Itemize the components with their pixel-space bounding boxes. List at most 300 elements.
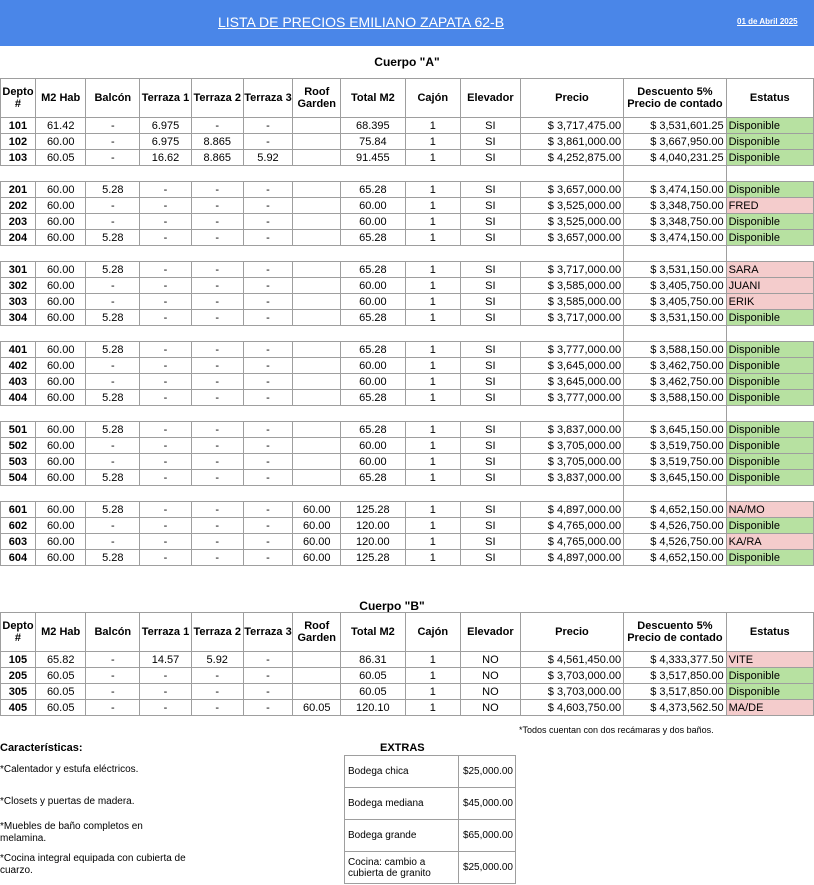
column-header-roof-garden: Roof Garden <box>293 79 341 118</box>
cell-cajon: 1 <box>405 550 460 566</box>
cell-terraza-2: - <box>191 342 243 358</box>
cell-terraza-2: - <box>191 438 243 454</box>
cell-terraza-2: - <box>191 422 243 438</box>
cell-elevador: SI <box>461 374 521 390</box>
group-separator <box>1 166 814 182</box>
group-separator <box>1 326 814 342</box>
cell-depto: 304 <box>1 310 36 326</box>
cell-precio-contado: $ 3,474,150.00 <box>624 182 726 198</box>
cell-balcon: - <box>86 150 140 166</box>
cell-elevador: SI <box>461 518 521 534</box>
cell-roof-garden <box>293 150 341 166</box>
cell-roof-garden: 60.05 <box>293 700 341 716</box>
cell-elevador: SI <box>461 470 521 486</box>
cell-roof-garden <box>293 342 341 358</box>
cell-estatus: ERIK <box>726 294 813 310</box>
cell-balcon: - <box>86 684 140 700</box>
table-row <box>1 118 814 134</box>
cell-roof-garden <box>293 454 341 470</box>
extras-row <box>345 756 516 788</box>
table-row <box>1 150 814 166</box>
group-separator <box>1 406 814 422</box>
extra-price: $65,000.00 <box>459 820 516 852</box>
cell-m2-hab: 60.00 <box>35 294 86 310</box>
cell-roof-garden: 60.00 <box>293 502 341 518</box>
cell-precio: $ 3,585,000.00 <box>520 278 623 294</box>
cell-precio: $ 4,897,000.00 <box>520 550 623 566</box>
cell-cajon: 1 <box>405 230 460 246</box>
cell-m2-hab: 60.00 <box>35 358 86 374</box>
cell-terraza-1: - <box>140 230 192 246</box>
cell-precio-contado: $ 3,519,750.00 <box>624 438 726 454</box>
cell-terraza-3: - <box>243 342 293 358</box>
cell-balcon: - <box>86 278 140 294</box>
cell-estatus: Disponible <box>726 684 813 700</box>
cell-terraza-2: - <box>191 118 243 134</box>
cell-balcon: - <box>86 118 140 134</box>
cell-balcon: 5.28 <box>86 390 140 406</box>
column-header-precio: Precio <box>520 613 623 652</box>
cell-precio-contado: $ 3,462,750.00 <box>624 374 726 390</box>
cell-total-m2: 60.00 <box>341 454 405 470</box>
cell-cajon: 1 <box>405 518 460 534</box>
cell-m2-hab: 61.42 <box>35 118 86 134</box>
cell-total-m2: 65.28 <box>341 262 405 278</box>
cell-terraza-2: - <box>191 518 243 534</box>
cell-total-m2: 65.28 <box>341 182 405 198</box>
cell-terraza-3: - <box>243 390 293 406</box>
cell-roof-garden <box>293 652 341 668</box>
cell-estatus: MA/DE <box>726 700 813 716</box>
cell-depto: 305 <box>1 684 36 700</box>
cell-estatus: Disponible <box>726 118 813 134</box>
cuerpo-a-price-table <box>0 78 814 566</box>
cell-estatus: Disponible <box>726 342 813 358</box>
cell-total-m2: 68.395 <box>341 118 405 134</box>
cell-total-m2: 60.00 <box>341 374 405 390</box>
cell-roof-garden <box>293 214 341 230</box>
cell-estatus: Disponible <box>726 230 813 246</box>
cell-total-m2: 125.28 <box>341 550 405 566</box>
cell-balcon: 5.28 <box>86 502 140 518</box>
cell-roof-garden: 60.00 <box>293 518 341 534</box>
cell-balcon: - <box>86 454 140 470</box>
cell-precio: $ 4,765,000.00 <box>520 518 623 534</box>
table-row <box>1 390 814 406</box>
cell-elevador: NO <box>461 700 521 716</box>
cell-depto: 201 <box>1 182 36 198</box>
cuerpo-b-price-table <box>0 612 814 716</box>
cell-m2-hab: 65.82 <box>35 652 86 668</box>
cell-total-m2: 75.84 <box>341 134 405 150</box>
column-header-elevador: Elevador <box>461 79 521 118</box>
cell-cajon: 1 <box>405 262 460 278</box>
cell-cajon: 1 <box>405 684 460 700</box>
cuerpo-b-title: Cuerpo "B" <box>359 599 425 613</box>
cell-balcon: 5.28 <box>86 550 140 566</box>
cell-terraza-1: - <box>140 358 192 374</box>
cell-precio: $ 4,561,450.00 <box>520 652 623 668</box>
cell-total-m2: 65.28 <box>341 470 405 486</box>
cell-m2-hab: 60.00 <box>35 262 86 278</box>
table-row <box>1 534 814 550</box>
cell-estatus: Disponible <box>726 150 813 166</box>
cell-terraza-3: - <box>243 454 293 470</box>
cell-cajon: 1 <box>405 454 460 470</box>
cell-precio: $ 3,717,000.00 <box>520 262 623 278</box>
cell-cajon: 1 <box>405 134 460 150</box>
cell-precio: $ 4,252,875.00 <box>520 150 623 166</box>
cell-roof-garden <box>293 294 341 310</box>
table-row <box>1 214 814 230</box>
cell-estatus: NA/MO <box>726 502 813 518</box>
table-row <box>1 668 814 684</box>
column-header-precio: Precio <box>520 79 623 118</box>
cell-terraza-1: - <box>140 422 192 438</box>
cell-total-m2: 65.28 <box>341 390 405 406</box>
cell-precio: $ 3,705,000.00 <box>520 438 623 454</box>
cell-depto: 301 <box>1 262 36 278</box>
cell-total-m2: 60.00 <box>341 438 405 454</box>
cell-precio-contado: $ 3,405,750.00 <box>624 278 726 294</box>
cell-roof-garden: 60.00 <box>293 534 341 550</box>
cell-terraza-2: 8.865 <box>191 134 243 150</box>
cell-precio: $ 3,645,000.00 <box>520 374 623 390</box>
cell-depto: 604 <box>1 550 36 566</box>
extra-name: Bodega chica <box>345 756 459 788</box>
cell-cajon: 1 <box>405 438 460 454</box>
column-header-terraza-3: Terraza 3 <box>243 613 293 652</box>
cell-terraza-1: - <box>140 294 192 310</box>
cell-precio-contado: $ 3,474,150.00 <box>624 230 726 246</box>
cell-cajon: 1 <box>405 150 460 166</box>
cell-precio-contado: $ 4,526,750.00 <box>624 534 726 550</box>
cell-total-m2: 120.00 <box>341 518 405 534</box>
column-header-cajon: Cajón <box>405 79 460 118</box>
table-row <box>1 278 814 294</box>
table-row <box>1 342 814 358</box>
cell-terraza-1: - <box>140 700 192 716</box>
cell-precio: $ 3,525,000.00 <box>520 198 623 214</box>
cell-roof-garden <box>293 262 341 278</box>
cell-terraza-3: - <box>243 652 293 668</box>
cell-terraza-2: - <box>191 294 243 310</box>
table-row <box>1 438 814 454</box>
column-header-cajon: Cajón <box>405 613 460 652</box>
cell-estatus: Disponible <box>726 454 813 470</box>
cell-m2-hab: 60.00 <box>35 390 86 406</box>
cell-depto: 302 <box>1 278 36 294</box>
cell-m2-hab: 60.00 <box>35 310 86 326</box>
cell-terraza-2: - <box>191 684 243 700</box>
extras-row <box>345 788 516 820</box>
cell-terraza-1: - <box>140 502 192 518</box>
column-header-estatus: Estatus <box>726 613 813 652</box>
cell-estatus: Disponible <box>726 310 813 326</box>
caracteristicas-title: Características: <box>0 742 83 754</box>
cell-estatus: Disponible <box>726 668 813 684</box>
cell-m2-hab: 60.00 <box>35 278 86 294</box>
cell-terraza-3: - <box>243 700 293 716</box>
cell-terraza-1: 16.62 <box>140 150 192 166</box>
cell-estatus: Disponible <box>726 550 813 566</box>
cell-terraza-2: - <box>191 700 243 716</box>
cell-m2-hab: 60.05 <box>35 700 86 716</box>
table-row <box>1 374 814 390</box>
cell-balcon: - <box>86 358 140 374</box>
cell-precio-contado: $ 3,405,750.00 <box>624 294 726 310</box>
cell-elevador: SI <box>461 214 521 230</box>
cell-depto: 401 <box>1 342 36 358</box>
cell-total-m2: 60.00 <box>341 278 405 294</box>
cell-precio: $ 3,717,475.00 <box>520 118 623 134</box>
cell-roof-garden <box>293 422 341 438</box>
cell-terraza-3: - <box>243 134 293 150</box>
cell-m2-hab: 60.05 <box>35 668 86 684</box>
cell-depto: 205 <box>1 668 36 684</box>
cell-terraza-1: - <box>140 278 192 294</box>
cell-terraza-3: - <box>243 198 293 214</box>
cell-terraza-3: - <box>243 502 293 518</box>
cell-m2-hab: 60.00 <box>35 422 86 438</box>
cell-terraza-2: - <box>191 278 243 294</box>
cell-elevador: SI <box>461 358 521 374</box>
extra-price: $25,000.00 <box>459 852 516 884</box>
table-row <box>1 310 814 326</box>
cell-roof-garden <box>293 134 341 150</box>
cell-precio: $ 3,777,000.00 <box>520 342 623 358</box>
cell-precio: $ 3,585,000.00 <box>520 294 623 310</box>
cell-terraza-1: - <box>140 390 192 406</box>
cell-precio: $ 4,603,750.00 <box>520 700 623 716</box>
cell-terraza-2: - <box>191 230 243 246</box>
cell-precio: $ 3,837,000.00 <box>520 470 623 486</box>
extra-name: Bodega mediana <box>345 788 459 820</box>
cell-precio-contado: $ 3,645,150.00 <box>624 470 726 486</box>
cell-cajon: 1 <box>405 502 460 518</box>
table-row <box>1 134 814 150</box>
cell-total-m2: 60.00 <box>341 198 405 214</box>
cell-roof-garden <box>293 470 341 486</box>
cell-terraza-1: - <box>140 198 192 214</box>
cell-estatus: Disponible <box>726 422 813 438</box>
table-row <box>1 502 814 518</box>
extras-title: EXTRAS <box>380 742 425 754</box>
cell-terraza-3: - <box>243 262 293 278</box>
cell-estatus: Disponible <box>726 214 813 230</box>
cell-cajon: 1 <box>405 390 460 406</box>
cell-roof-garden <box>293 198 341 214</box>
cell-roof-garden <box>293 278 341 294</box>
cuerpo-a-header-row <box>1 79 814 118</box>
cell-elevador: SI <box>461 390 521 406</box>
cell-terraza-1: - <box>140 550 192 566</box>
cell-m2-hab: 60.00 <box>35 134 86 150</box>
cell-roof-garden <box>293 374 341 390</box>
cell-elevador: SI <box>461 550 521 566</box>
cell-terraza-2: - <box>191 198 243 214</box>
cell-roof-garden <box>293 438 341 454</box>
cell-m2-hab: 60.00 <box>35 502 86 518</box>
extra-name: Bodega grande <box>345 820 459 852</box>
cell-elevador: SI <box>461 454 521 470</box>
cell-cajon: 1 <box>405 294 460 310</box>
cell-precio: $ 3,705,000.00 <box>520 454 623 470</box>
cell-m2-hab: 60.00 <box>35 230 86 246</box>
cell-terraza-2: - <box>191 358 243 374</box>
cell-balcon: - <box>86 534 140 550</box>
cell-balcon: - <box>86 700 140 716</box>
cell-cajon: 1 <box>405 118 460 134</box>
cell-m2-hab: 60.00 <box>35 454 86 470</box>
cell-terraza-3: - <box>243 534 293 550</box>
cell-terraza-3: - <box>243 374 293 390</box>
cell-terraza-3: - <box>243 358 293 374</box>
cell-balcon: - <box>86 518 140 534</box>
cell-cajon: 1 <box>405 534 460 550</box>
cell-precio-contado: $ 4,652,150.00 <box>624 550 726 566</box>
cell-elevador: SI <box>461 198 521 214</box>
cell-total-m2: 120.00 <box>341 534 405 550</box>
cell-terraza-3: - <box>243 230 293 246</box>
cell-m2-hab: 60.00 <box>35 342 86 358</box>
cell-elevador: SI <box>461 262 521 278</box>
cell-cajon: 1 <box>405 214 460 230</box>
cell-precio: $ 3,837,000.00 <box>520 422 623 438</box>
cell-precio: $ 4,765,000.00 <box>520 534 623 550</box>
column-header-total-m2: Total M2 <box>341 613 405 652</box>
table-row <box>1 422 814 438</box>
cell-elevador: NO <box>461 652 521 668</box>
caracteristica-item: *Muebles de baño completos en melamina. <box>0 821 143 844</box>
cell-roof-garden <box>293 390 341 406</box>
cell-depto: 503 <box>1 454 36 470</box>
cell-precio-contado: $ 3,531,150.00 <box>624 310 726 326</box>
cell-precio-contado: $ 3,517,850.00 <box>624 684 726 700</box>
extra-name: Cocina: cambio a cubierta de granito <box>345 852 459 884</box>
cell-precio-contado: $ 3,348,750.00 <box>624 214 726 230</box>
cell-terraza-1: 6.975 <box>140 134 192 150</box>
cell-estatus: KA/RA <box>726 534 813 550</box>
cell-estatus: Disponible <box>726 358 813 374</box>
cell-balcon: 5.28 <box>86 422 140 438</box>
cell-roof-garden <box>293 668 341 684</box>
cell-m2-hab: 60.00 <box>35 182 86 198</box>
header-bar <box>0 0 814 46</box>
cell-cajon: 1 <box>405 700 460 716</box>
cell-estatus: Disponible <box>726 438 813 454</box>
table-row <box>1 358 814 374</box>
cell-precio-contado: $ 4,040,231.25 <box>624 150 726 166</box>
cell-depto: 102 <box>1 134 36 150</box>
cell-terraza-3: - <box>243 278 293 294</box>
cell-estatus: Disponible <box>726 470 813 486</box>
cell-estatus: SARA <box>726 262 813 278</box>
cell-depto: 601 <box>1 502 36 518</box>
table-row <box>1 230 814 246</box>
cell-elevador: SI <box>461 182 521 198</box>
cell-m2-hab: 60.00 <box>35 534 86 550</box>
cell-cajon: 1 <box>405 374 460 390</box>
cell-total-m2: 65.28 <box>341 422 405 438</box>
cell-precio: $ 3,703,000.00 <box>520 684 623 700</box>
cell-balcon: - <box>86 438 140 454</box>
column-header-m2-hab: M2 Hab <box>35 613 86 652</box>
cell-balcon: - <box>86 652 140 668</box>
cell-precio-contado: $ 3,588,150.00 <box>624 390 726 406</box>
cell-total-m2: 60.00 <box>341 358 405 374</box>
cell-precio-contado: $ 3,667,950.00 <box>624 134 726 150</box>
cell-terraza-3: - <box>243 310 293 326</box>
cell-terraza-2: - <box>191 182 243 198</box>
cell-elevador: SI <box>461 294 521 310</box>
cell-terraza-2: - <box>191 470 243 486</box>
cell-balcon: 5.28 <box>86 230 140 246</box>
column-header-depto: Depto # <box>1 79 36 118</box>
cell-terraza-1: - <box>140 518 192 534</box>
cell-total-m2: 125.28 <box>341 502 405 518</box>
cell-terraza-2: - <box>191 668 243 684</box>
cell-precio-contado: $ 4,526,750.00 <box>624 518 726 534</box>
cell-m2-hab: 60.00 <box>35 518 86 534</box>
page-title: LISTA DE PRECIOS EMILIANO ZAPATA 62-B <box>218 14 505 30</box>
cell-balcon: 5.28 <box>86 342 140 358</box>
cell-roof-garden: 60.00 <box>293 550 341 566</box>
cell-balcon: - <box>86 668 140 684</box>
cell-m2-hab: 60.00 <box>35 470 86 486</box>
cell-balcon: - <box>86 294 140 310</box>
cell-m2-hab: 60.00 <box>35 438 86 454</box>
cell-precio: $ 4,897,000.00 <box>520 502 623 518</box>
cell-terraza-1: - <box>140 684 192 700</box>
cell-terraza-3: - <box>243 518 293 534</box>
extra-price: $25,000.00 <box>459 756 516 788</box>
column-header-elevador: Elevador <box>461 613 521 652</box>
column-header-balcon: Balcón <box>86 79 140 118</box>
extras-table <box>344 755 516 884</box>
cell-precio-contado: $ 4,373,562.50 <box>624 700 726 716</box>
cell-precio: $ 3,657,000.00 <box>520 230 623 246</box>
table-row <box>1 652 814 668</box>
table-row <box>1 294 814 310</box>
cell-terraza-1: - <box>140 470 192 486</box>
cell-terraza-2: 8.865 <box>191 150 243 166</box>
column-header-depto: Depto # <box>1 613 36 652</box>
cell-precio: $ 3,525,000.00 <box>520 214 623 230</box>
cell-elevador: SI <box>461 534 521 550</box>
cell-total-m2: 60.05 <box>341 668 405 684</box>
cell-precio-contado: $ 3,517,850.00 <box>624 668 726 684</box>
cell-depto: 101 <box>1 118 36 134</box>
cell-precio-contado: $ 3,645,150.00 <box>624 422 726 438</box>
cell-balcon: - <box>86 134 140 150</box>
cell-cajon: 1 <box>405 668 460 684</box>
cell-total-m2: 65.28 <box>341 342 405 358</box>
cell-depto: 303 <box>1 294 36 310</box>
cell-terraza-2: - <box>191 454 243 470</box>
cell-elevador: SI <box>461 230 521 246</box>
cell-roof-garden <box>293 684 341 700</box>
cell-precio: $ 3,717,000.00 <box>520 310 623 326</box>
cell-terraza-3: - <box>243 550 293 566</box>
cell-total-m2: 86.31 <box>341 652 405 668</box>
cell-terraza-1: - <box>140 534 192 550</box>
price-list-date: 01 de Abril 2025 <box>737 17 798 26</box>
cell-terraza-2: - <box>191 550 243 566</box>
table-row <box>1 550 814 566</box>
cell-total-m2: 60.05 <box>341 684 405 700</box>
extra-price: $45,000.00 <box>459 788 516 820</box>
